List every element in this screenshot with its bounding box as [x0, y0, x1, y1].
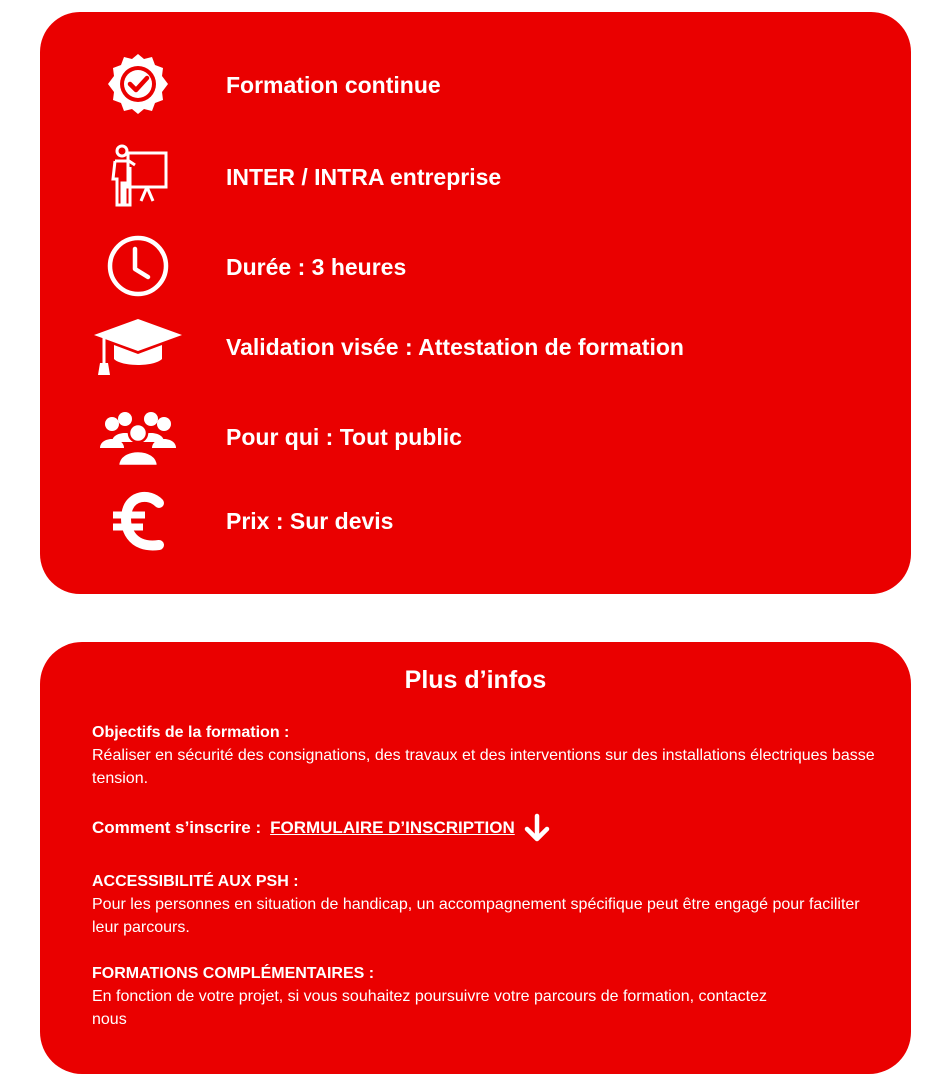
more-info-card	[40, 642, 911, 1074]
feature-label: Pour qui : Tout public	[226, 424, 462, 450]
clock-icon	[92, 228, 184, 304]
feature-row-validation	[40, 310, 911, 390]
complementary-section	[92, 962, 792, 1031]
training-info-card	[40, 12, 911, 594]
feature-row-duree	[40, 228, 911, 308]
objectives-section	[92, 721, 882, 790]
feature-label: Formation continue	[226, 72, 441, 98]
feature-label: INTER / INTRA entreprise	[226, 164, 502, 190]
register-line	[92, 812, 551, 844]
registration-form-link[interactable]: FORMULAIRE D’INSCRIPTION	[270, 818, 515, 837]
objectives-text: Réaliser en sécurité des consignations, des travaux et des interventions sur des installations électriques basse tension.	[92, 747, 875, 787]
feature-label: Durée : 3 heures	[226, 254, 407, 280]
register-label: Comment s’inscrire :	[92, 818, 262, 837]
feature-row-prix	[40, 484, 911, 564]
accessibility-heading: ACCESSIBILITÉ AUX PSH :	[92, 873, 299, 890]
people-group-icon	[92, 400, 184, 476]
objectives-heading: Objectifs de la formation :	[92, 724, 290, 741]
feature-row-inter-intra	[40, 138, 911, 218]
badge-check-icon	[92, 46, 184, 122]
accessibility-text: Pour les personnes en situation de handicap, un accompagnement spécifique peut être engagé pour faciliter leur parcours.	[92, 896, 860, 936]
feature-row-formation-continue	[40, 46, 911, 126]
feature-label: Prix : Sur devis	[226, 508, 394, 534]
feature-label: Validation visée : Attestation de formation	[226, 334, 684, 360]
complementary-heading: FORMATIONS COMPLÉMENTAIRES :	[92, 965, 375, 982]
presenter-board-icon	[92, 138, 184, 214]
graduation-cap-icon	[92, 310, 184, 386]
arrow-down-icon[interactable]	[523, 812, 551, 844]
euro-icon	[92, 484, 184, 560]
more-info-title: Plus d’infos	[404, 666, 547, 694]
accessibility-section	[92, 870, 882, 939]
feature-row-pour-qui	[40, 400, 911, 480]
complementary-text: En fonction de votre projet, si vous souhaitez poursuivre votre parcours de formation, contactez nous	[92, 988, 768, 1028]
